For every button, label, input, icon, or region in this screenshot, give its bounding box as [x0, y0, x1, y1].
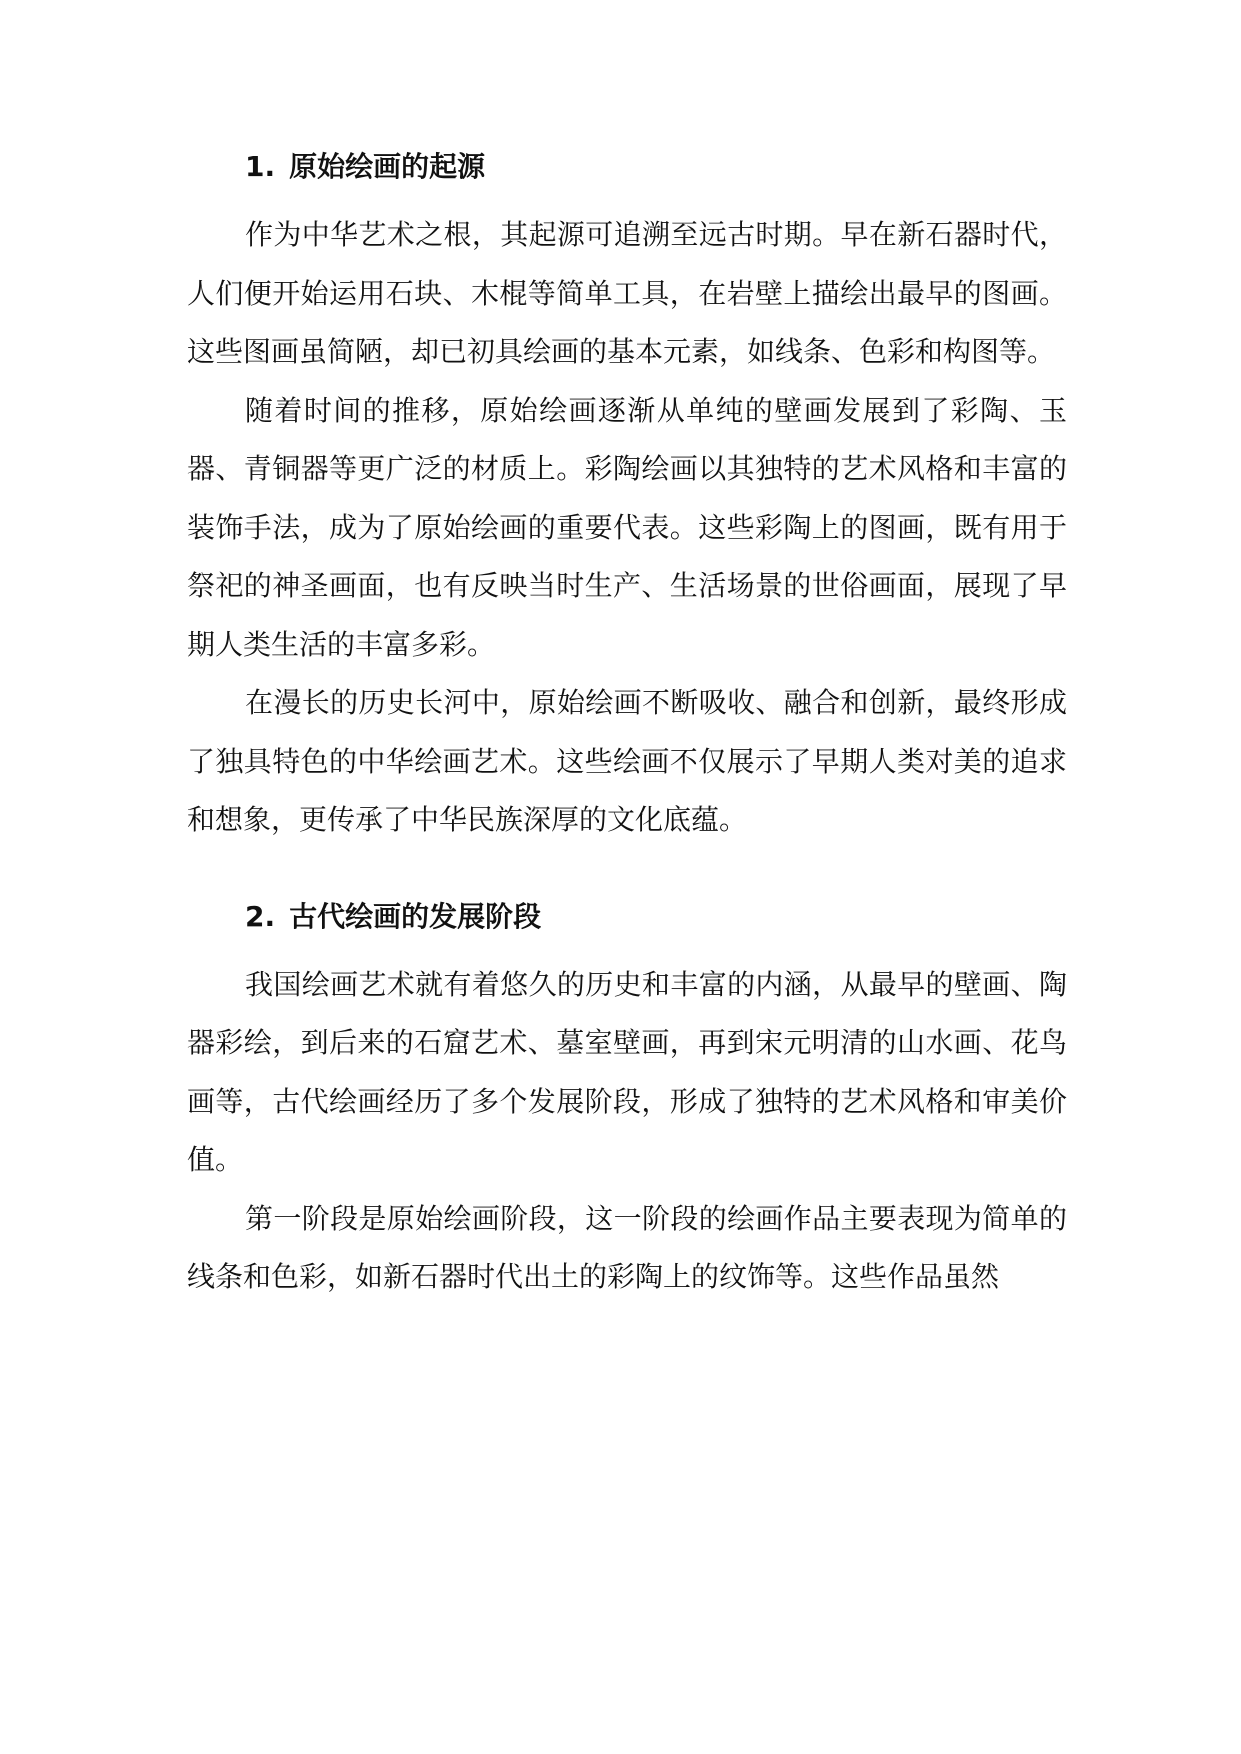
section-number-2: 2.: [245, 899, 276, 933]
spacer: [187, 946, 1067, 956]
document-body: [187, 138, 1067, 1307]
section-number-1: 1.: [245, 150, 276, 183]
paragraph-2-1: 我国绘画艺术就有着悠久的历史和丰富的内涵，从最早的壁画、陶器彩绘，到后来的石窟艺术、墓室壁画，再到宋元明清的山水画、花鸟画等，古代绘画经历了多个发展阶段，形成了独特的艺术风格和审美价值。: [187, 967, 1067, 1176]
paragraph-1-3: 在漫长的历史长河中，原始绘画不断吸收、融合和创新，最终形成了独具特色的中华绘画艺术。这些绘画不仅展示了早期人类对美的追求和想象，更传承了中华民族深厚的文化底蕴。: [187, 686, 1067, 836]
spacer: [187, 196, 1067, 206]
section-heading-2: [187, 888, 1067, 946]
paragraph-2-2: 第一阶段是原始绘画阶段，这一阶段的绘画作品主要表现为简单的线条和色彩，如新石器时代出土的彩陶上的纹饰等。这些作品虽然: [187, 1201, 1067, 1293]
spacer: [187, 850, 1067, 888]
paragraph-1-1: 作为中华艺术之根，其起源可追溯至远古时期。早在新石器时代，人们便开始运用石块、木棍等简单工具，在岩壁上描绘出最早的图画。这些图画虽简陋，却已初具绘画的基本元素，如线条、色彩和构图等。: [187, 218, 1067, 368]
section-title-1: 原始绘画的起源: [289, 150, 486, 183]
section-title-2: 古代绘画的发展阶段: [289, 899, 542, 933]
paragraph-1-2: 随着时间的推移，原始绘画逐渐从单纯的壁画发展到了彩陶、玉器、青铜器等更广泛的材质上。彩陶绘画以其独特的艺术风格和丰富的装饰手法，成为了原始绘画的重要代表。这些彩陶上的图画，既有用于祭祀的神圣画面，也有反映当时生产、生活场景的世俗画面，展现了早期人类生活的丰富多彩。: [187, 393, 1067, 661]
section-heading-1: [187, 138, 1067, 196]
